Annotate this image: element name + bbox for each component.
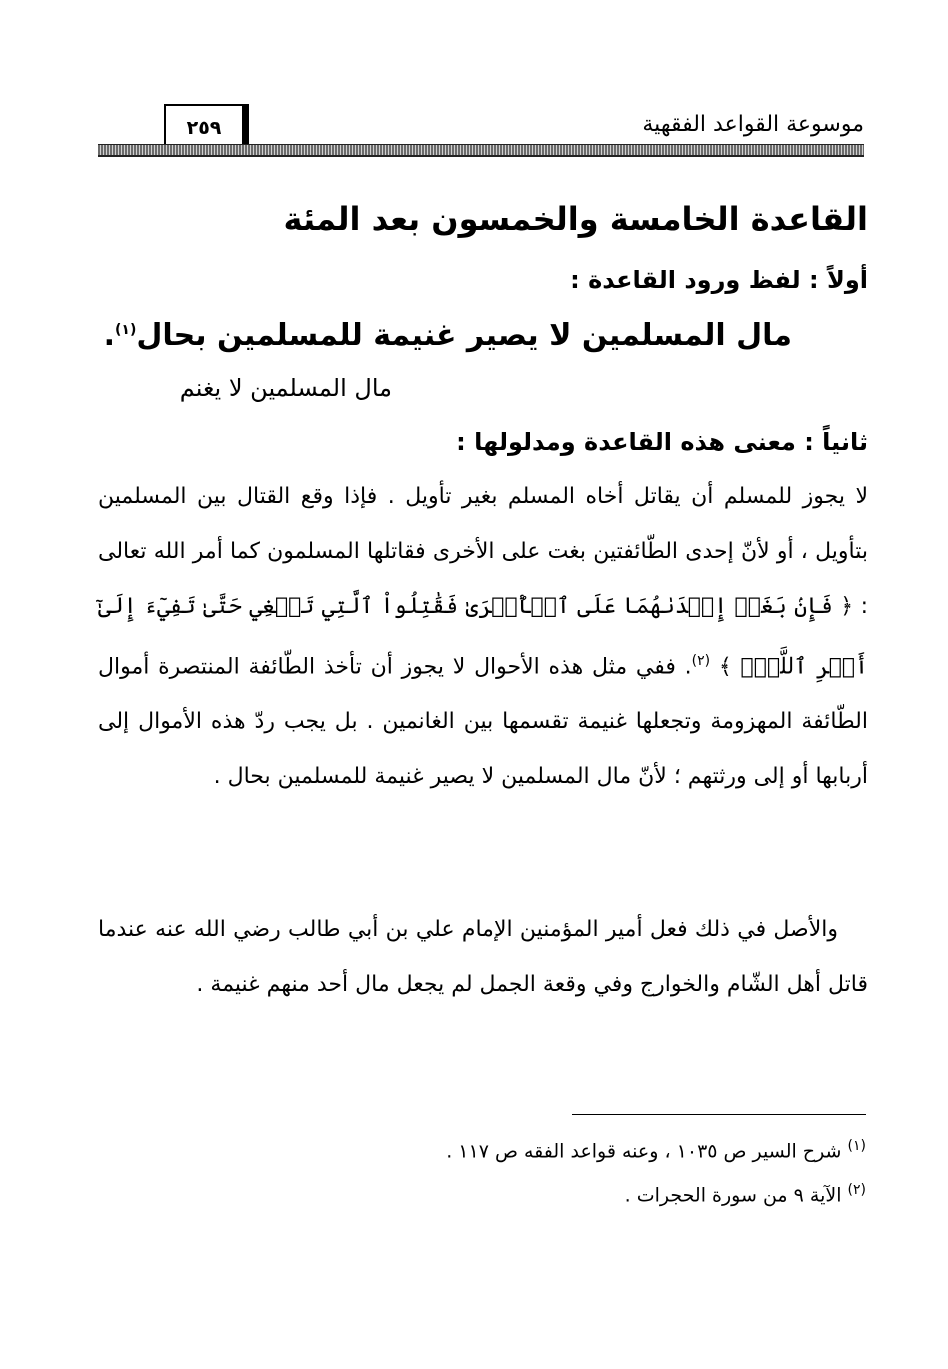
footnote-1-ref: (١) <box>847 1138 866 1154</box>
page-number: ٢٥٩ <box>164 104 244 152</box>
footnote-1-text: شرح السير ص ١٠٣٥ ، وعنه قواعد الفقه ص ١١٧ . <box>446 1140 842 1163</box>
rule-statement <box>104 318 792 353</box>
section-title: القاعدة الخامسة والخمسون بعد المئة <box>283 200 868 238</box>
first-heading: أولاً : لفظ ورود القاعدة : <box>570 266 868 294</box>
rule-text: مال المسلمين لا يصير غنيمة للمسلمين بحال <box>136 318 792 353</box>
footnote-2-text: الآية ٩ من سورة الحجرات . <box>624 1184 842 1207</box>
rule-end: . <box>103 318 116 353</box>
footnote-divider <box>572 1114 866 1115</box>
header-divider <box>98 144 864 157</box>
book-title: موسوعة القواعد الفقهية <box>642 112 864 137</box>
footnote-ref-1: (١) <box>115 322 137 338</box>
paragraph-1 <box>98 469 868 804</box>
footnote-2 <box>625 1182 866 1206</box>
quran-verse: ﴿ فَإِنۢ بَغَتۡ إِحۡدَىٰهُمَا عَلَى ٱلۡأُخۡرَىٰ فَقَٰتِلُواْ ٱلَّتِي تَبۡغِي حَتَّىٰ تَفِيٓءَ إِلَىٰٓ أَمۡرِ ٱللَّهِۚ ﴾ <box>98 594 869 680</box>
para2-text: والأصل في ذلك فعل أمير المؤمنين الإمام علي بن أبي طالب رضي الله عنه عندما قاتل أهل الشّام والخوارج وفي وقعة الجمل لم يجعل مال أحد منهم غنيمة . <box>98 917 868 997</box>
second-heading: ثانياً : معنى هذه القاعدة ومدلولها : <box>456 428 868 456</box>
page-header <box>0 0 948 160</box>
para1-start: لا يجوز للمسلم أن يقاتل أخاه المسلم بغير تأويل . فإذا وقع القتال بين المسلمين بتأويل ، أو لأنّ إحدى الطّائفتين بغت على الأخرى فقاتلها المسلمون كما أمر الله تعالى : <box>98 484 868 619</box>
rule-variant: مال المسلمين لا يغنم <box>179 374 392 402</box>
footnote-ref-2: (٢) <box>691 653 711 669</box>
paragraph-2 <box>98 902 868 1012</box>
footnote-1 <box>446 1138 866 1162</box>
para1-end: . ففي مثل هذه الأحوال لا يجوز أن تأخذ الطّائفة المنتصرة أموال الطّائفة المهزومة وتجعلها غنيمة تقسمها بين الغانمين . بل يجب ردّ هذه الأموال إلى أربابها أو إلى ورثتهم ؛ لأنّ مال المسلمين لا يصير غنيمة للمسلمين بحال . <box>98 654 868 790</box>
footnote-2-ref: (٢) <box>847 1182 866 1198</box>
